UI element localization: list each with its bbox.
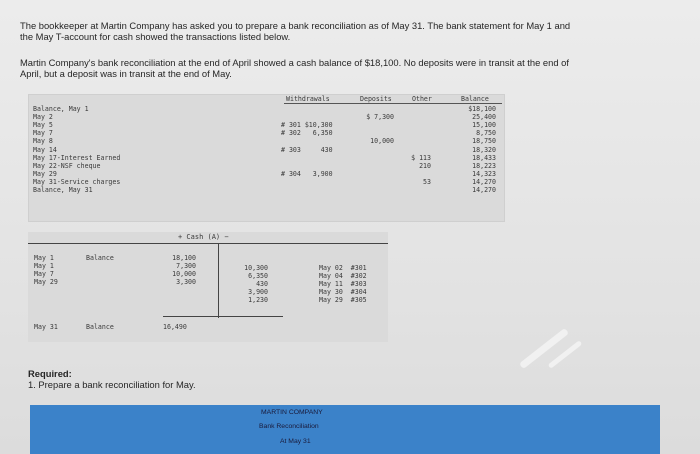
t-debit-amount: 18,100 xyxy=(172,254,196,262)
t-ending-desc: Balance xyxy=(86,323,114,331)
bank-row-withdrawals: # 301 $10,300 xyxy=(281,121,333,130)
bank-row-label: May 8 xyxy=(33,137,53,146)
bank-row-label: May 29 xyxy=(33,169,57,178)
intro-line-4: April, but a deposit was in transit at the end of May. xyxy=(20,68,232,79)
t-debit-date: May 1 xyxy=(34,254,54,262)
intro-line-1: The bookkeeper at Martin Company has asked you to prepare a bank reconciliation as of May 31. The bank statement for May 1 and xyxy=(20,20,571,31)
bank-row-balance: 14,323 xyxy=(472,169,496,178)
bank-row-label: May 22-NSF cheque xyxy=(33,161,101,170)
required-item-1: 1. Prepare a bank reconciliation for May. xyxy=(28,379,196,390)
bank-row-withdrawals: # 302 6,350 xyxy=(281,129,333,138)
t-debit-desc: Balance xyxy=(86,254,114,262)
t-debit-date: May 29 xyxy=(34,278,58,287)
bank-row-label: May 5 xyxy=(33,121,53,130)
bank-row-balance: $18,100 xyxy=(468,105,496,113)
bank-row-balance: 18,320 xyxy=(472,145,496,154)
bank-row-withdrawals: # 304 3,900 xyxy=(281,169,333,178)
bank-row-label: May 2 xyxy=(33,113,53,122)
t-ending-date: May 31 xyxy=(34,323,58,331)
t-debit-amount: 7,300 xyxy=(176,262,196,271)
t-account-top-line xyxy=(28,243,388,244)
bank-header-balance: Balance xyxy=(461,95,489,103)
t-credit-reference: May 30 #304 xyxy=(319,288,367,297)
bank-row-deposits: $ 7,300 xyxy=(366,113,394,122)
t-ending-amount: 16,490 xyxy=(163,323,187,331)
t-account-total-line xyxy=(163,316,283,317)
bank-header-deposits: Deposits xyxy=(360,95,392,103)
bank-row-other: $ 113 xyxy=(411,153,431,162)
bank-row-balance: 14,270 xyxy=(472,186,496,194)
bank-header-other: Other xyxy=(412,95,432,103)
bank-row-label: May 7 xyxy=(33,129,53,138)
reconciliation-header-banner xyxy=(30,405,660,454)
banner-date: At May 31 xyxy=(280,438,311,445)
bank-header-withdrawals: Withdrawals xyxy=(286,95,330,103)
bank-row-deposits: 10,000 xyxy=(370,137,394,146)
t-credit-amount: 10,300 xyxy=(244,264,268,272)
intro-line-2: the May T-account for cash showed the transactions listed below. xyxy=(20,31,291,42)
t-credit-amount: 3,900 xyxy=(248,288,268,297)
bank-row-other: 210 xyxy=(419,161,431,170)
t-debit-date: May 7 xyxy=(34,270,54,279)
t-credit-amount: 430 xyxy=(256,280,268,289)
t-credit-amount: 6,350 xyxy=(248,272,268,281)
bank-row-withdrawals: # 303 430 xyxy=(281,145,333,154)
header-underline xyxy=(284,103,502,104)
t-credit-amount: 1,230 xyxy=(248,296,268,305)
cash-t-account xyxy=(28,232,388,342)
t-credit-reference: May 02 #301 xyxy=(319,264,367,272)
required-heading: Required: xyxy=(28,368,72,379)
bank-row-label: Balance, May 1 xyxy=(33,105,89,113)
bank-row-balance: 15,100 xyxy=(472,121,496,130)
bank-row-balance: 18,433 xyxy=(472,153,496,162)
banner-company: MARTIN COMPANY xyxy=(261,409,323,416)
bank-row-balance: 18,223 xyxy=(472,161,496,170)
bank-row-label: May 31-Service charges xyxy=(33,177,121,186)
t-account-title: + Cash (A) − xyxy=(178,233,229,241)
bank-row-label: Balance, May 31 xyxy=(33,186,93,194)
t-credit-reference: May 04 #302 xyxy=(319,272,367,281)
t-account-center-line xyxy=(218,243,219,318)
bank-statement-panel xyxy=(28,94,505,222)
bank-row-balance: 18,750 xyxy=(472,137,496,146)
t-credit-reference: May 11 #303 xyxy=(319,280,367,289)
intro-line-3: Martin Company's bank reconciliation at the end of April showed a cash balance of $18,100. No deposits were in transit at the end of xyxy=(20,57,569,68)
bank-row-balance: 14,270 xyxy=(472,177,496,186)
screen-glare-1 xyxy=(519,328,569,369)
bank-row-balance: 8,750 xyxy=(476,129,496,138)
t-debit-amount: 3,300 xyxy=(176,278,196,287)
t-credit-reference: May 29 #305 xyxy=(319,296,367,305)
bank-row-other: 53 xyxy=(423,177,431,186)
bank-row-label: May 17-Interest Earned xyxy=(33,153,121,162)
t-debit-amount: 10,000 xyxy=(172,270,196,279)
t-debit-date: May 1 xyxy=(34,262,54,271)
banner-subtitle: Bank Reconciliation xyxy=(259,423,319,430)
bank-row-label: May 14 xyxy=(33,145,57,154)
bank-row-balance: 25,400 xyxy=(472,113,496,122)
